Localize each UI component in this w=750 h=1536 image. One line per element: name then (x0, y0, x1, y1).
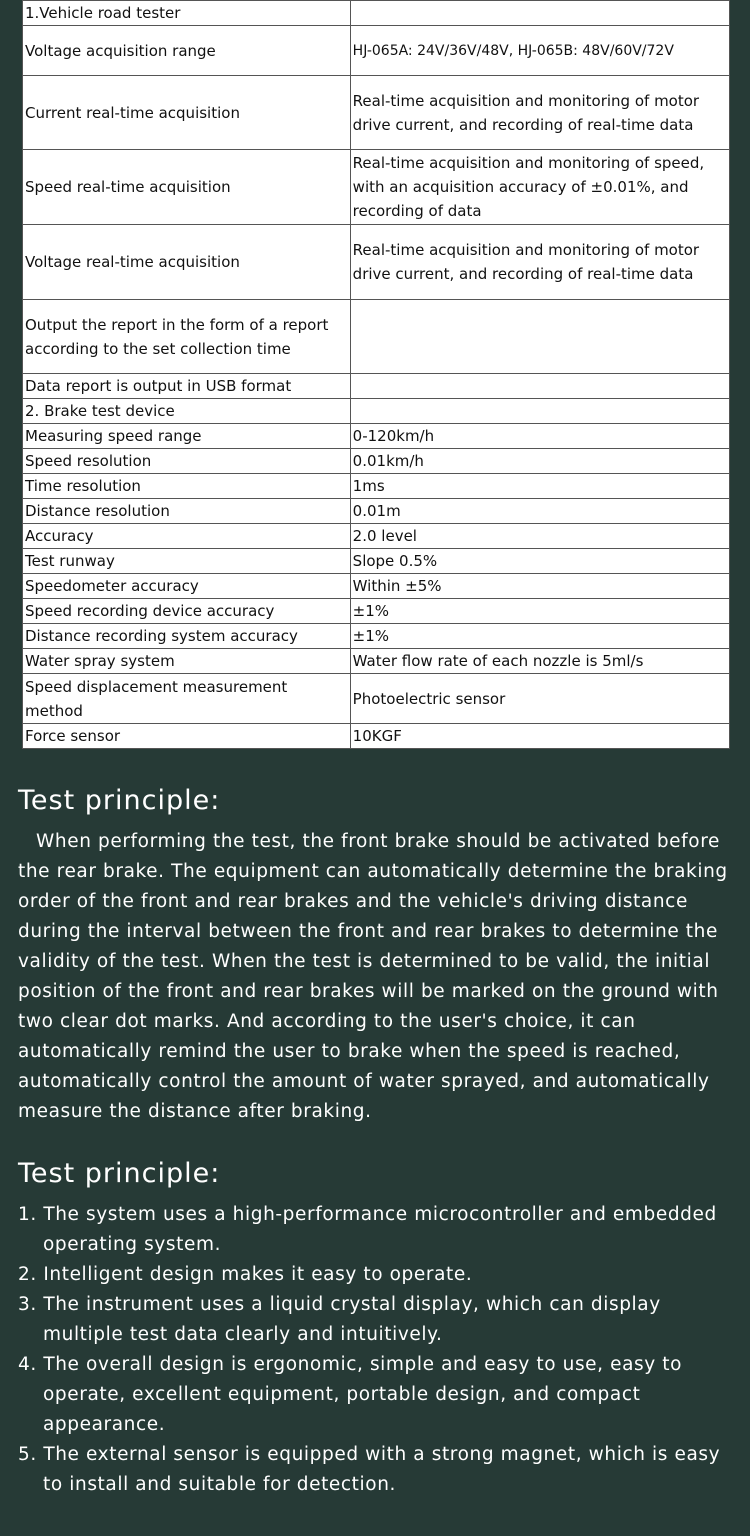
principle-section (18, 784, 734, 1127)
row-value: Slope 0.5% (350, 549, 729, 574)
row-value: 0-120km/h (350, 424, 729, 449)
row-label: Time resolution (23, 474, 351, 499)
row-label: Distance recording system accuracy (23, 624, 351, 649)
row-label: Speed displacement measurement method (23, 674, 351, 724)
table-row (23, 76, 730, 150)
table-row (23, 549, 730, 574)
row-value: 1ms (350, 474, 729, 499)
row-value: ±1% (350, 599, 729, 624)
table-row (23, 674, 730, 724)
row-label: Data report is output in USB format (23, 374, 351, 399)
table-row (23, 624, 730, 649)
table-row (23, 300, 730, 374)
row-value: Within ±5% (350, 574, 729, 599)
row-value (350, 374, 729, 399)
row-label: Speed real-time acquisition (23, 150, 351, 225)
row-label: Speed resolution (23, 449, 351, 474)
table-row (23, 225, 730, 300)
row-label: Speedometer accuracy (23, 574, 351, 599)
row-value: ±1% (350, 624, 729, 649)
table-row (23, 424, 730, 449)
list-item: 3. The instrument uses a liquid crystal display, which can display multiple test data clearly and intuitively. (18, 1294, 661, 1345)
principle-heading: Test principle: (18, 785, 221, 816)
row-label: 1.Vehicle road tester (23, 1, 351, 26)
table-row (23, 724, 730, 749)
row-value (350, 300, 729, 374)
row-value (350, 1, 729, 26)
table-row (23, 524, 730, 549)
row-value: Photoelectric sensor (350, 674, 729, 724)
row-value: HJ-065A: 24V/36V/48V, HJ-065B: 48V/60V/72V (350, 26, 729, 76)
row-label: Distance resolution (23, 499, 351, 524)
table-row (23, 649, 730, 674)
table-row (23, 399, 730, 424)
table-row (23, 449, 730, 474)
table-row (23, 499, 730, 524)
row-label: Output the report in the form of a report according to the set collection time (23, 300, 351, 374)
table-row (23, 150, 730, 225)
features-list (18, 1200, 734, 1500)
row-value: Water flow rate of each nozzle is 5ml/s (350, 649, 729, 674)
features-section (18, 1157, 734, 1500)
row-value: 0.01km/h (350, 449, 729, 474)
list-item: 4. The overall design is ergonomic, simple and easy to use, easy to operate, excellent equipment, portable design, and compact appearance. (18, 1354, 683, 1435)
row-value: 0.01m (350, 499, 729, 524)
table-row (23, 374, 730, 399)
row-label: Voltage acquisition range (23, 26, 351, 76)
table-row (23, 26, 730, 76)
spec-table (22, 0, 730, 749)
list-item: 5. The external sensor is equipped with a strong magnet, which is easy to install and suitable for detection. (18, 1444, 721, 1495)
table-row (23, 1, 730, 26)
list-item: 2. Intelligent design makes it easy to operate. (18, 1264, 473, 1285)
row-label: Accuracy (23, 524, 351, 549)
row-label: Force sensor (23, 724, 351, 749)
row-value: Real-time acquisition and monitoring of motor drive current, and recording of real-time data (350, 225, 729, 300)
row-label: Voltage real-time acquisition (23, 225, 351, 300)
principle-text: When performing the test, the front brake should be activated before the rear brake. The equipment can automatically determine the braking order of the front and rear brakes and the vehicle's driving distance during the interval between the front and rear brakes to determine the validity of the test. When the test is determined to be valid, the initial position of the front and rear brakes will be marked on the ground with two clear dot marks. And according to the user's choice, it can automatically remind the user to brake when the speed is reached, automatically control the amount of water sprayed, and automatically measure the distance after braking. (18, 831, 728, 1122)
features-heading: Test principle: (18, 1158, 221, 1189)
row-value: 10KGF (350, 724, 729, 749)
row-value (350, 399, 729, 424)
row-value: 2.0 level (350, 524, 729, 549)
row-value: Real-time acquisition and monitoring of motor drive current, and recording of real-time data (350, 76, 729, 150)
list-item: 1. The system uses a high-performance microcontroller and embedded operating system. (18, 1204, 717, 1255)
row-label: Speed recording device accuracy (23, 599, 351, 624)
row-label: Current real-time acquisition (23, 76, 351, 150)
row-label: Water spray system (23, 649, 351, 674)
table-row (23, 599, 730, 624)
row-value: Real-time acquisition and monitoring of speed, with an acquisition accuracy of ±0.01%, and recording of data (350, 150, 729, 225)
row-label: 2. Brake test device (23, 399, 351, 424)
row-label: Test runway (23, 549, 351, 574)
table-row (23, 474, 730, 499)
table-row (23, 574, 730, 599)
row-label: Measuring speed range (23, 424, 351, 449)
